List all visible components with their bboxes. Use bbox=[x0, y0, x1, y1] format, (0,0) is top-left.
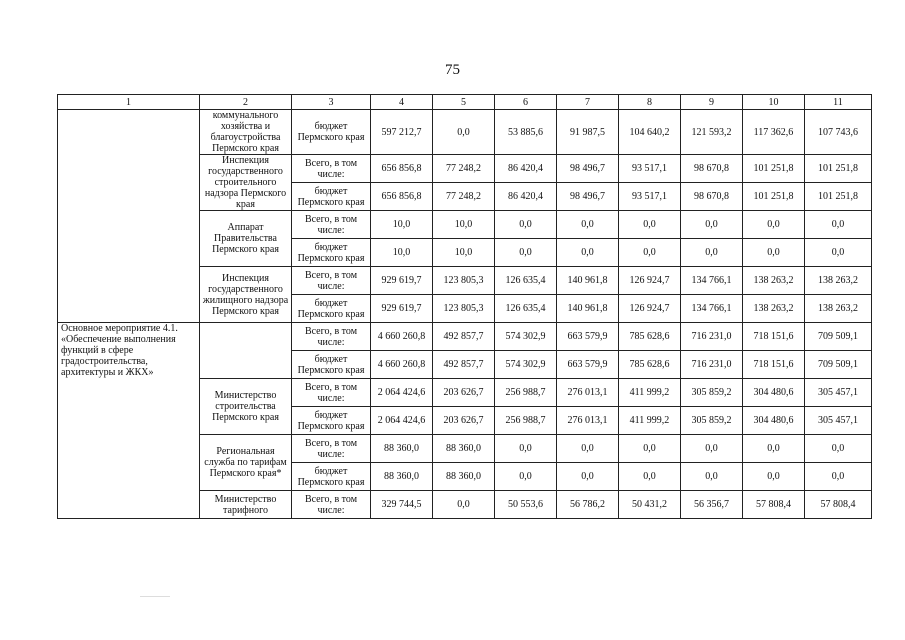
executor-cell: Региональная служба по тарифам Пермского края* bbox=[200, 435, 292, 491]
column-header: 10 bbox=[743, 95, 805, 110]
amount-cell: 126 924,7 bbox=[619, 295, 681, 323]
amount-cell: 107 743,6 bbox=[805, 110, 872, 155]
amount-cell: 53 885,6 bbox=[495, 110, 557, 155]
amount-cell: 0,0 bbox=[619, 239, 681, 267]
amount-cell: 138 263,2 bbox=[805, 267, 872, 295]
amount-cell: 0,0 bbox=[743, 463, 805, 491]
amount-cell: 597 212,7 bbox=[371, 110, 433, 155]
amount-cell: 656 856,8 bbox=[371, 183, 433, 211]
amount-cell: 0,0 bbox=[743, 435, 805, 463]
amount-cell: 0,0 bbox=[805, 435, 872, 463]
amount-cell: 77 248,2 bbox=[433, 183, 495, 211]
executor-cell: Аппарат Правительства Пермского края bbox=[200, 211, 292, 267]
amount-cell: 88 360,0 bbox=[371, 463, 433, 491]
amount-cell: 0,0 bbox=[495, 211, 557, 239]
amount-cell: 117 362,6 bbox=[743, 110, 805, 155]
amount-cell: 304 480,6 bbox=[743, 407, 805, 435]
column-header: 4 bbox=[371, 95, 433, 110]
amount-cell: 57 808,4 bbox=[805, 491, 872, 519]
amount-cell: 0,0 bbox=[557, 435, 619, 463]
amount-cell: 93 517,1 bbox=[619, 183, 681, 211]
amount-cell: 0,0 bbox=[805, 239, 872, 267]
amount-cell: 305 859,2 bbox=[681, 407, 743, 435]
executor-cell bbox=[200, 323, 292, 379]
amount-cell: 0,0 bbox=[557, 463, 619, 491]
amount-cell: 411 999,2 bbox=[619, 379, 681, 407]
column-header: 1 bbox=[58, 95, 200, 110]
amount-cell: 10,0 bbox=[433, 239, 495, 267]
funding-source-cell: бюджет Пермского края bbox=[292, 463, 371, 491]
amount-cell: 276 013,1 bbox=[557, 379, 619, 407]
amount-cell: 4 660 260,8 bbox=[371, 351, 433, 379]
amount-cell: 98 670,8 bbox=[681, 155, 743, 183]
column-header: 6 bbox=[495, 95, 557, 110]
amount-cell: 0,0 bbox=[619, 211, 681, 239]
amount-cell: 785 628,6 bbox=[619, 351, 681, 379]
amount-cell: 2 064 424,6 bbox=[371, 407, 433, 435]
amount-cell: 203 626,7 bbox=[433, 379, 495, 407]
amount-cell: 101 251,8 bbox=[805, 183, 872, 211]
amount-cell: 98 496,7 bbox=[557, 183, 619, 211]
amount-cell: 0,0 bbox=[619, 435, 681, 463]
column-header: 8 bbox=[619, 95, 681, 110]
amount-cell: 10,0 bbox=[371, 211, 433, 239]
activity-cell bbox=[58, 110, 200, 323]
column-header: 2 bbox=[200, 95, 292, 110]
amount-cell: 101 251,8 bbox=[805, 155, 872, 183]
amount-cell: 140 961,8 bbox=[557, 295, 619, 323]
amount-cell: 0,0 bbox=[681, 211, 743, 239]
amount-cell: 88 360,0 bbox=[371, 435, 433, 463]
funding-source-cell: Всего, в том числе: bbox=[292, 155, 371, 183]
amount-cell: 411 999,2 bbox=[619, 407, 681, 435]
amount-cell: 134 766,1 bbox=[681, 267, 743, 295]
amount-cell: 126 635,4 bbox=[495, 267, 557, 295]
amount-cell: 93 517,1 bbox=[619, 155, 681, 183]
amount-cell: 0,0 bbox=[619, 463, 681, 491]
amount-cell: 0,0 bbox=[681, 463, 743, 491]
amount-cell: 88 360,0 bbox=[433, 435, 495, 463]
column-header: 7 bbox=[557, 95, 619, 110]
amount-cell: 0,0 bbox=[495, 463, 557, 491]
executor-cell: Инспекция государственного жилищного надзора Пермского края bbox=[200, 267, 292, 323]
amount-cell: 138 263,2 bbox=[743, 295, 805, 323]
amount-cell: 4 660 260,8 bbox=[371, 323, 433, 351]
amount-cell: 121 593,2 bbox=[681, 110, 743, 155]
amount-cell: 10,0 bbox=[371, 239, 433, 267]
amount-cell: 0,0 bbox=[557, 211, 619, 239]
amount-cell: 2 064 424,6 bbox=[371, 379, 433, 407]
amount-cell: 305 457,1 bbox=[805, 407, 872, 435]
amount-cell: 56 786,2 bbox=[557, 491, 619, 519]
funding-source-cell: Всего, в том числе: bbox=[292, 491, 371, 519]
amount-cell: 0,0 bbox=[805, 211, 872, 239]
column-header: 11 bbox=[805, 95, 872, 110]
amount-cell: 929 619,7 bbox=[371, 267, 433, 295]
amount-cell: 57 808,4 bbox=[743, 491, 805, 519]
amount-cell: 0,0 bbox=[743, 239, 805, 267]
amount-cell: 126 924,7 bbox=[619, 267, 681, 295]
funding-source-cell: бюджет Пермского края bbox=[292, 239, 371, 267]
amount-cell: 98 496,7 bbox=[557, 155, 619, 183]
column-header: 5 bbox=[433, 95, 495, 110]
amount-cell: 718 151,6 bbox=[743, 323, 805, 351]
amount-cell: 716 231,0 bbox=[681, 351, 743, 379]
amount-cell: 0,0 bbox=[433, 491, 495, 519]
amount-cell: 256 988,7 bbox=[495, 407, 557, 435]
amount-cell: 304 480,6 bbox=[743, 379, 805, 407]
amount-cell: 574 302,9 bbox=[495, 351, 557, 379]
column-header: 9 bbox=[681, 95, 743, 110]
amount-cell: 0,0 bbox=[433, 110, 495, 155]
amount-cell: 663 579,9 bbox=[557, 351, 619, 379]
amount-cell: 305 859,2 bbox=[681, 379, 743, 407]
funding-source-cell: Всего, в том числе: bbox=[292, 211, 371, 239]
amount-cell: 256 988,7 bbox=[495, 379, 557, 407]
amount-cell: 305 457,1 bbox=[805, 379, 872, 407]
amount-cell: 785 628,6 bbox=[619, 323, 681, 351]
amount-cell: 98 670,8 bbox=[681, 183, 743, 211]
amount-cell: 716 231,0 bbox=[681, 323, 743, 351]
amount-cell: 929 619,7 bbox=[371, 295, 433, 323]
amount-cell: 134 766,1 bbox=[681, 295, 743, 323]
amount-cell: 709 509,1 bbox=[805, 323, 872, 351]
amount-cell: 0,0 bbox=[681, 435, 743, 463]
amount-cell: 50 553,6 bbox=[495, 491, 557, 519]
activity-cell: Основное мероприятие 4.1. «Обеспечение выполнения функций в сфере градостроительства, архитектуры и ЖКХ» bbox=[58, 323, 200, 519]
amount-cell: 140 961,8 bbox=[557, 267, 619, 295]
amount-cell: 123 805,3 bbox=[433, 295, 495, 323]
funding-source-cell: бюджет Пермского края bbox=[292, 351, 371, 379]
funding-source-cell: бюджет Пермского края bbox=[292, 295, 371, 323]
funding-source-cell: Всего, в том числе: bbox=[292, 435, 371, 463]
amount-cell: 56 356,7 bbox=[681, 491, 743, 519]
amount-cell: 0,0 bbox=[495, 435, 557, 463]
amount-cell: 329 744,5 bbox=[371, 491, 433, 519]
table-row bbox=[58, 110, 872, 155]
scan-mark bbox=[140, 596, 170, 597]
executor-cell: Инспекция государственного строительного надзора Пермского края bbox=[200, 155, 292, 211]
amount-cell: 0,0 bbox=[681, 239, 743, 267]
amount-cell: 104 640,2 bbox=[619, 110, 681, 155]
funding-source-cell: бюджет Пермского края bbox=[292, 110, 371, 155]
amount-cell: 276 013,1 bbox=[557, 407, 619, 435]
amount-cell: 126 635,4 bbox=[495, 295, 557, 323]
amount-cell: 77 248,2 bbox=[433, 155, 495, 183]
amount-cell: 101 251,8 bbox=[743, 183, 805, 211]
amount-cell: 492 857,7 bbox=[433, 323, 495, 351]
amount-cell: 88 360,0 bbox=[433, 463, 495, 491]
funding-source-cell: бюджет Пермского края bbox=[292, 407, 371, 435]
funding-source-cell: Всего, в том числе: bbox=[292, 379, 371, 407]
funding-source-cell: бюджет Пермского края bbox=[292, 183, 371, 211]
amount-cell: 50 431,2 bbox=[619, 491, 681, 519]
amount-cell: 0,0 bbox=[495, 239, 557, 267]
amount-cell: 492 857,7 bbox=[433, 351, 495, 379]
amount-cell: 663 579,9 bbox=[557, 323, 619, 351]
budget-table bbox=[57, 94, 872, 519]
executor-cell: Министерство строительства Пермского края bbox=[200, 379, 292, 435]
amount-cell: 0,0 bbox=[743, 211, 805, 239]
amount-cell: 86 420,4 bbox=[495, 155, 557, 183]
amount-cell: 86 420,4 bbox=[495, 183, 557, 211]
amount-cell: 718 151,6 bbox=[743, 351, 805, 379]
funding-source-cell: Всего, в том числе: bbox=[292, 267, 371, 295]
amount-cell: 10,0 bbox=[433, 211, 495, 239]
amount-cell: 138 263,2 bbox=[805, 295, 872, 323]
amount-cell: 123 805,3 bbox=[433, 267, 495, 295]
amount-cell: 101 251,8 bbox=[743, 155, 805, 183]
amount-cell: 138 263,2 bbox=[743, 267, 805, 295]
table-row bbox=[58, 323, 872, 351]
amount-cell: 709 509,1 bbox=[805, 351, 872, 379]
amount-cell: 0,0 bbox=[557, 239, 619, 267]
executor-cell: Министерство тарифного bbox=[200, 491, 292, 519]
page-number: 75 bbox=[445, 62, 460, 78]
amount-cell: 91 987,5 bbox=[557, 110, 619, 155]
amount-cell: 0,0 bbox=[805, 463, 872, 491]
amount-cell: 203 626,7 bbox=[433, 407, 495, 435]
table-header-row bbox=[58, 95, 872, 110]
executor-cell: коммунального хозяйства и благоустройства Пермского края bbox=[200, 110, 292, 155]
column-header: 3 bbox=[292, 95, 371, 110]
amount-cell: 574 302,9 bbox=[495, 323, 557, 351]
funding-source-cell: Всего, в том числе: bbox=[292, 323, 371, 351]
amount-cell: 656 856,8 bbox=[371, 155, 433, 183]
